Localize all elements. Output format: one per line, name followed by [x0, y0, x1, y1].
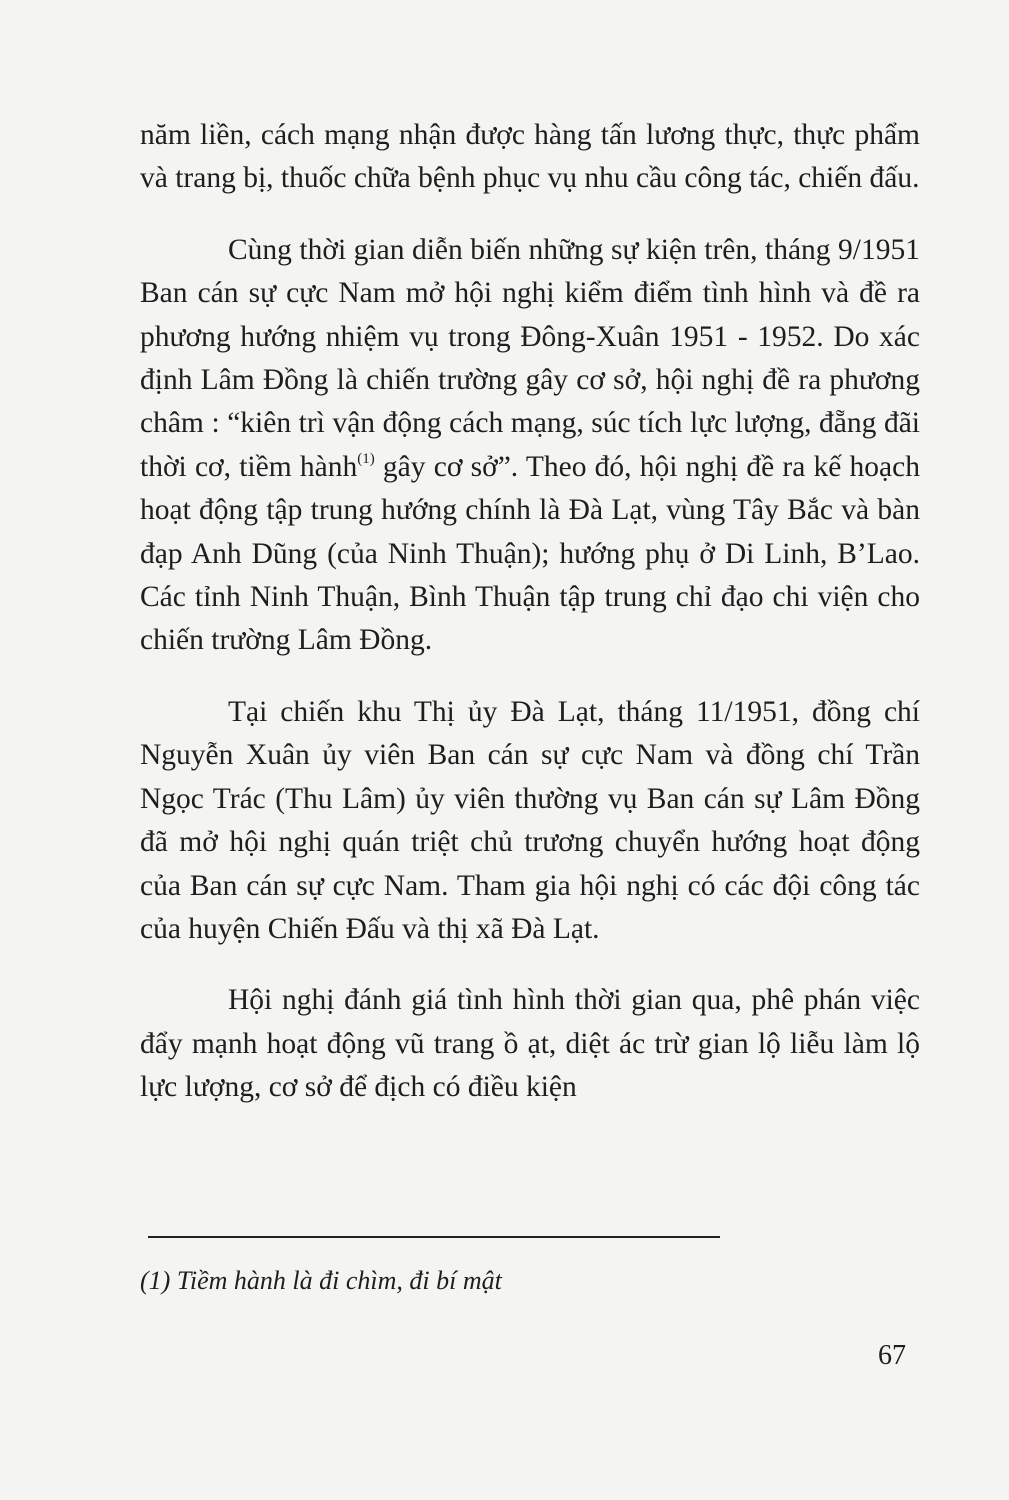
paragraph-3: Tại chiến khu Thị ủy Đà Lạt, tháng 11/1951, đồng chí Nguyễn Xuân ủy viên Ban cán sự cực Nam và đồng chí Trần Ngọc Trác (Thu Lâm) ủy viên thường vụ Ban cán sự Lâm Đồng đã mở hội nghị quán triệt chủ trương chuyển hướng hoạt động của Ban cán sự cực Nam. Tham gia hội nghị có các đội công tác của huyện Chiến Đấu và thị xã Đà Lạt. — [140, 695, 920, 945]
paragraph-2-text-b: gây cơ sở”. Theo đó, hội nghị đề ra kế hoạch hoạt động tập trung hướng chính là Đà Lạt, vùng Tây Bắc và bàn đạp Anh Dũng (của Ninh Thuận); hướng phụ ở Di Linh, B’Lao. Các tỉnh Ninh Thuận, Bình Thuận tập trung chỉ đạo chi viện cho chiến trường Lâm Đồng. — [140, 450, 920, 657]
paragraph-1: năm liền, cách mạng nhận được hàng tấn lương thực, thực phẩm và trang bị, thuốc chữa bệnh phục vụ nhu cầu công tác, chiến đấu. — [140, 119, 920, 195]
body-text — [140, 114, 920, 1110]
paragraph-2 — [140, 229, 920, 663]
paragraph-2-text-a: Cùng thời gian diễn biến những sự kiện trên, tháng 9/1951 Ban cán sự cực Nam mở hội nghị kiểm điểm tình hình và đề ra phương hướng nhiệm vụ trong Đông-Xuân 1951 - 1952. Do xác định Lâm Đồng là chiến trường gây cơ sở, hội nghị đề ra phương châm : “kiên trì vận động cách mạng, súc tích lực lượng, đẵng đãi thời cơ, tiềm hành — [140, 233, 920, 483]
page-number: 67 — [878, 1340, 906, 1371]
footnote-divider — [148, 1236, 720, 1238]
footnote: (1) Tiềm hành là đi chìm, đi bí mật — [140, 1266, 502, 1295]
paragraph-4: Hội nghị đánh giá tình hình thời gian qua, phê phán việc đẩy mạnh hoạt động vũ trang ồ ạt, diệt ác trừ gian lộ liễu làm lộ lực lượng, cơ sở để địch có điều kiện — [140, 984, 920, 1104]
footnote-reference: (1) — [357, 450, 375, 467]
